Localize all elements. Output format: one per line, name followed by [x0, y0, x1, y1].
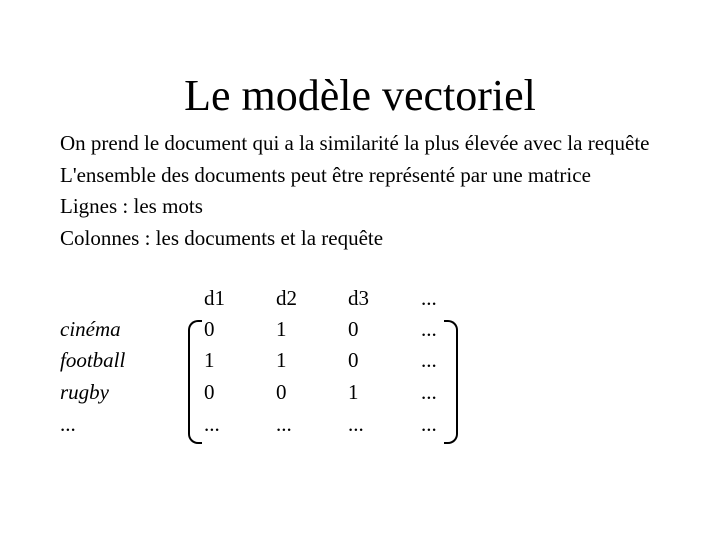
matrix-header-cell: ...: [421, 286, 437, 310]
paragraph-matrix: L'ensemble des documents peut être représenté par une matrice: [60, 162, 591, 187]
matrix-cell: ...: [276, 412, 292, 436]
matrix-right-bracket: [444, 320, 458, 444]
matrix-left-bracket: [188, 320, 202, 444]
matrix-header-row: [0, 283, 720, 314]
matrix-cell: ...: [421, 317, 437, 341]
matrix-row-cinema: [0, 314, 720, 345]
matrix-cell: ...: [421, 380, 437, 404]
matrix-row-football: [0, 345, 720, 376]
matrix-cell: ...: [421, 412, 437, 436]
matrix-row-rugby: [0, 377, 720, 408]
paragraph-similarity: On prend le document qui a la similarité la plus élevée avec la requête: [60, 131, 650, 155]
matrix-header-cell: d1: [204, 286, 225, 310]
slide-body: [60, 128, 680, 254]
matrix-cell: 0: [204, 317, 215, 341]
matrix-row-ellipsis: [0, 409, 720, 440]
matrix-row-label: cinéma: [60, 317, 121, 341]
slide-title: Le modèle vectoriel: [184, 71, 536, 120]
paragraph-rows: Lignes : les mots: [60, 194, 203, 218]
matrix-cell: 1: [204, 348, 215, 372]
matrix-cell: ...: [348, 412, 364, 436]
matrix-row-label: ...: [60, 412, 76, 436]
matrix-cell: 1: [276, 348, 287, 372]
matrix-cell: 1: [348, 380, 359, 404]
matrix-cell: 0: [348, 317, 359, 341]
matrix-row-label: football: [60, 348, 126, 372]
matrix-cell: 0: [276, 380, 287, 404]
matrix-cell: 0: [348, 348, 359, 372]
matrix-cell: 1: [276, 317, 287, 341]
matrix-cell: ...: [204, 412, 220, 436]
matrix-header-cell: d3: [348, 286, 369, 310]
matrix-row-label: rugby: [60, 380, 109, 404]
matrix-cell: 0: [204, 380, 215, 404]
matrix-cell: ...: [421, 348, 437, 372]
matrix-header-cell: d2: [276, 286, 297, 310]
paragraph-columns: Colonnes : les documents et la requête: [60, 225, 384, 250]
